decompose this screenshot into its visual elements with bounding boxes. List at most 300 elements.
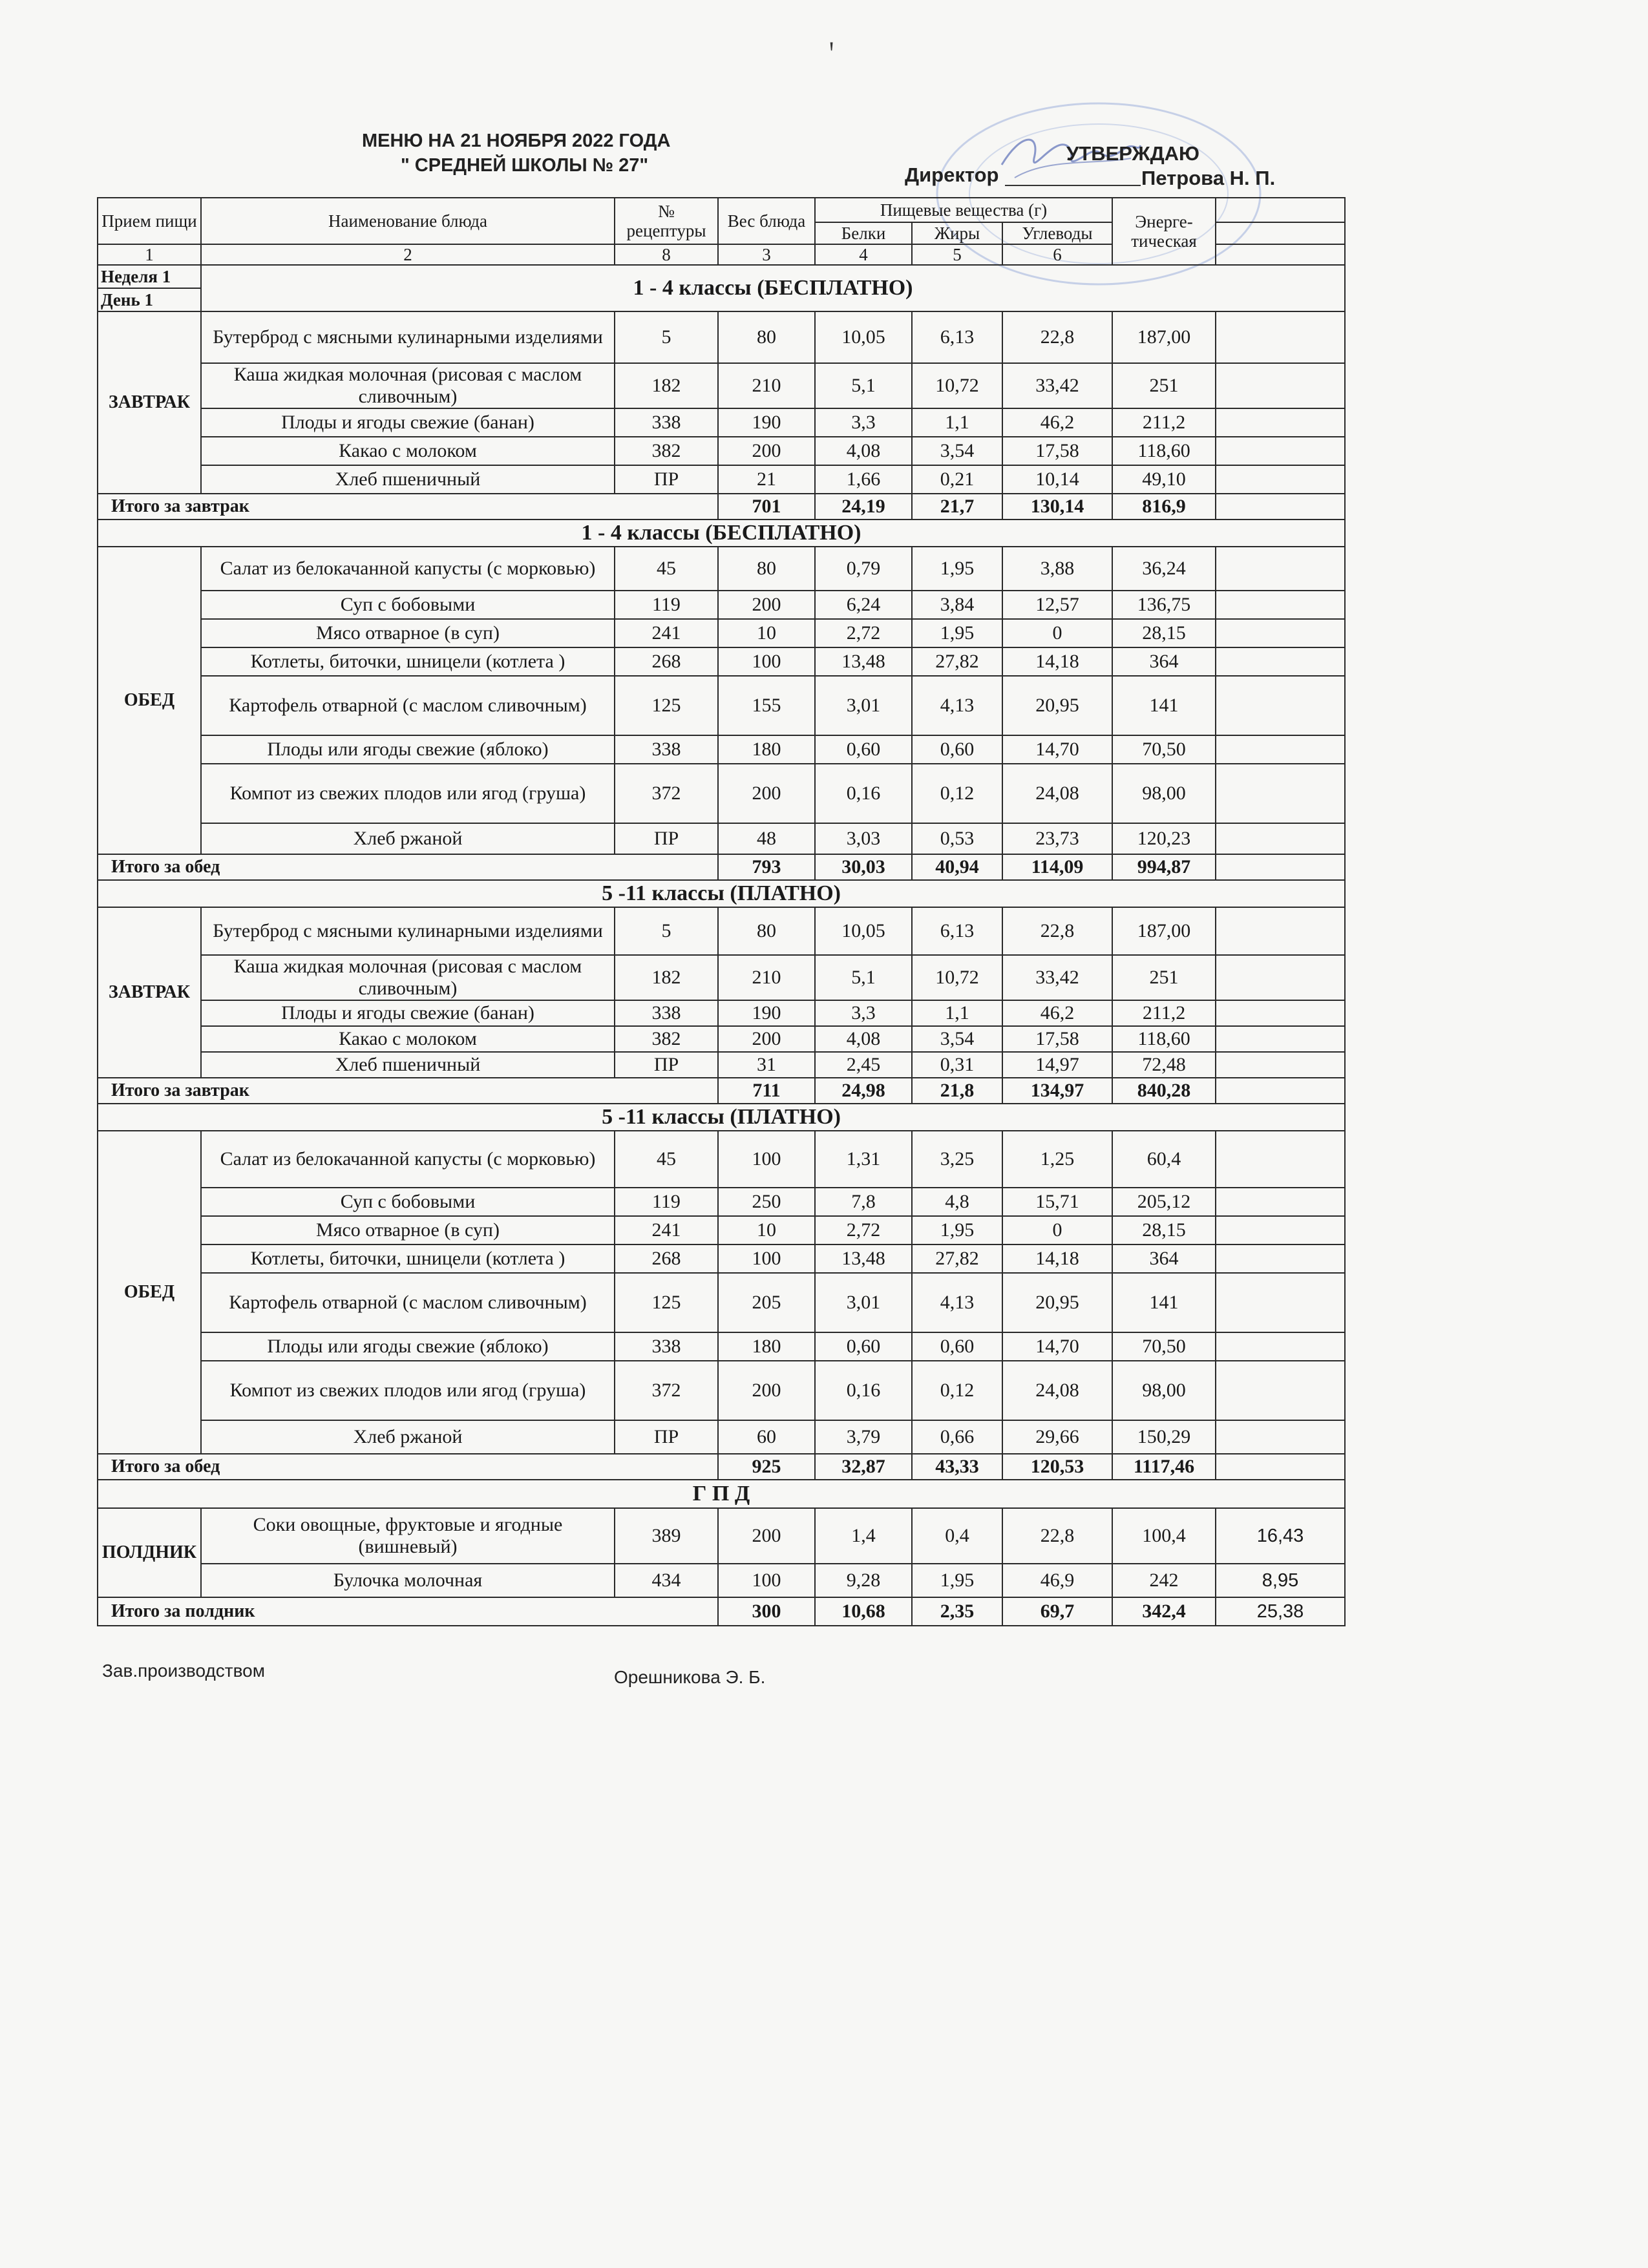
dish-weight: 210 <box>718 955 815 1000</box>
header-row <box>98 198 1345 222</box>
dish-name: Салат из белокачанной капусты (с морковью) <box>201 1131 615 1188</box>
col-carbs-header: Углеводы <box>1002 222 1112 244</box>
empty-cell <box>1216 735 1345 764</box>
protein-value: 0,79 <box>815 547 912 591</box>
fat-value: 6,13 <box>912 311 1002 363</box>
menu-item-row <box>98 547 1345 591</box>
energy-value: 118,60 <box>1112 437 1216 465</box>
col-protein-header: Белки <box>815 222 912 244</box>
menu-item-row <box>98 1361 1345 1420</box>
recipe-number: 389 <box>615 1508 718 1564</box>
total-row <box>98 854 1345 880</box>
carbs-value: 14,70 <box>1002 1332 1112 1361</box>
carbs-value: 1,25 <box>1002 1131 1112 1188</box>
empty-cell <box>1216 1026 1345 1052</box>
empty-cell <box>1216 1454 1345 1480</box>
energy-value: 28,15 <box>1112 1216 1216 1244</box>
total-carbs: 114,09 <box>1002 854 1112 880</box>
dish-weight: 200 <box>718 764 815 823</box>
empty-cell <box>1216 1273 1345 1332</box>
production-manager-label: Зав.производством <box>102 1661 265 1681</box>
total-weight: 793 <box>718 854 815 880</box>
dish-weight: 190 <box>718 408 815 437</box>
breakfast-paid-section <box>98 880 1345 907</box>
carbs-value: 10,14 <box>1002 465 1112 494</box>
menu-item-row <box>98 408 1345 437</box>
total-weight: 300 <box>718 1597 815 1626</box>
dish-name: Мясо отварное (в суп) <box>201 619 615 647</box>
total-protein: 24,19 <box>815 494 912 520</box>
protein-value: 9,28 <box>815 1564 912 1597</box>
gpd-section <box>98 1480 1345 1508</box>
dish-name: Соки овощные, фруктовые и ягодные (вишневый) <box>201 1508 615 1564</box>
recipe-number: 182 <box>615 363 718 408</box>
fat-value: 0,31 <box>912 1052 1002 1078</box>
recipe-number: 382 <box>615 437 718 465</box>
production-manager-name: Орешникова Э. Б. <box>614 1667 766 1687</box>
total-fat: 21,7 <box>912 494 1002 520</box>
empty-cell <box>1216 1078 1345 1104</box>
dish-weight: 190 <box>718 1000 815 1026</box>
empty-cell <box>1216 1188 1345 1216</box>
dish-name: Плоды или ягоды свежие (яблоко) <box>201 735 615 764</box>
fat-value: 0,66 <box>912 1420 1002 1454</box>
dish-name: Булочка молочная <box>201 1564 615 1597</box>
total-carbs: 120,53 <box>1002 1454 1112 1480</box>
meal-label: ЗАВТРАК <box>98 311 201 494</box>
menu-item-row <box>98 311 1345 363</box>
fat-value: 3,54 <box>912 437 1002 465</box>
empty-cell <box>1216 311 1345 363</box>
carbs-value: 29,66 <box>1002 1420 1112 1454</box>
energy-value: 120,23 <box>1112 823 1216 854</box>
total-fat: 40,94 <box>912 854 1002 880</box>
pen-mark: ꞌ <box>829 36 834 65</box>
empty-cell <box>1216 408 1345 437</box>
protein-value: 3,01 <box>815 676 912 735</box>
empty-cell <box>1216 244 1345 265</box>
dish-weight: 200 <box>718 1026 815 1052</box>
recipe-number: 268 <box>615 647 718 676</box>
empty-cell <box>1216 1332 1345 1361</box>
protein-value: 0,60 <box>815 735 912 764</box>
carbs-value: 14,70 <box>1002 735 1112 764</box>
protein-value: 4,08 <box>815 437 912 465</box>
energy-value: 364 <box>1112 1244 1216 1273</box>
empty-cell <box>1216 619 1345 647</box>
col-energy-header: Энерге- тическая <box>1112 198 1216 265</box>
menu-item-row <box>98 1026 1345 1052</box>
menu-item-row <box>98 465 1345 494</box>
col-number: 8 <box>615 244 718 265</box>
meal-label: ОБЕД <box>98 547 201 854</box>
energy-value: 70,50 <box>1112 1332 1216 1361</box>
dish-weight: 48 <box>718 823 815 854</box>
dish-weight: 100 <box>718 1564 815 1597</box>
total-fat: 21,8 <box>912 1078 1002 1104</box>
menu-item-row <box>98 735 1345 764</box>
total-row <box>98 1454 1345 1480</box>
dish-name: Хлеб пшеничный <box>201 465 615 494</box>
lunch-paid-section <box>98 1104 1345 1131</box>
protein-value: 1,4 <box>815 1508 912 1564</box>
energy-value: 49,10 <box>1112 465 1216 494</box>
energy-value: 251 <box>1112 955 1216 1000</box>
dish-weight: 80 <box>718 311 815 363</box>
col-number: 1 <box>98 244 201 265</box>
energy-value: 187,00 <box>1112 311 1216 363</box>
dish-name: Суп с бобовыми <box>201 591 615 619</box>
menu-item-row <box>98 1244 1345 1273</box>
section-title: 5 -11 классы (ПЛАТНО) <box>98 1104 1345 1131</box>
signature-line <box>1005 185 1141 186</box>
fat-value: 4,8 <box>912 1188 1002 1216</box>
dish-name: Суп с бобовыми <box>201 1188 615 1216</box>
dish-name: Плоды и ягоды свежие (банан) <box>201 1000 615 1026</box>
menu-item-row <box>98 591 1345 619</box>
fat-value: 1,95 <box>912 1564 1002 1597</box>
energy-value: 251 <box>1112 363 1216 408</box>
menu-item-row <box>98 955 1345 1000</box>
protein-value: 10,05 <box>815 311 912 363</box>
fat-value: 0,21 <box>912 465 1002 494</box>
energy-value: 141 <box>1112 676 1216 735</box>
dish-weight: 100 <box>718 647 815 676</box>
dish-name: Какао с молоком <box>201 1026 615 1052</box>
col-weight-header: Вес блюда <box>718 198 815 244</box>
carbs-value: 22,8 <box>1002 907 1112 955</box>
carbs-value: 46,2 <box>1002 1000 1112 1026</box>
fat-value: 3,25 <box>912 1131 1002 1188</box>
empty-cell <box>1216 1420 1345 1454</box>
recipe-number: ПР <box>615 823 718 854</box>
col-number: 6 <box>1002 244 1112 265</box>
menu-table <box>97 197 1346 1626</box>
dish-weight: 180 <box>718 1332 815 1361</box>
total-energy: 840,28 <box>1112 1078 1216 1104</box>
total-energy: 816,9 <box>1112 494 1216 520</box>
carbs-value: 20,95 <box>1002 676 1112 735</box>
recipe-number: 382 <box>615 1026 718 1052</box>
section-row <box>98 265 1345 288</box>
fat-value: 27,82 <box>912 1244 1002 1273</box>
carbs-value: 24,08 <box>1002 764 1112 823</box>
meal-label: ОБЕД <box>98 1131 201 1454</box>
carbs-value: 14,18 <box>1002 1244 1112 1273</box>
energy-value: 187,00 <box>1112 907 1216 955</box>
dish-weight: 100 <box>718 1244 815 1273</box>
recipe-number: 5 <box>615 907 718 955</box>
price-value: 8,95 <box>1216 1564 1345 1597</box>
menu-item-row <box>98 1216 1345 1244</box>
carbs-value: 22,8 <box>1002 1508 1112 1564</box>
recipe-number: 119 <box>615 1188 718 1216</box>
fat-value: 1,95 <box>912 547 1002 591</box>
empty-cell <box>1216 222 1345 244</box>
protein-value: 6,24 <box>815 591 912 619</box>
fat-value: 3,84 <box>912 591 1002 619</box>
recipe-number: 338 <box>615 408 718 437</box>
recipe-number: 338 <box>615 1000 718 1026</box>
empty-cell <box>1216 676 1345 735</box>
dish-name: Какао с молоком <box>201 437 615 465</box>
protein-value: 5,1 <box>815 363 912 408</box>
energy-value: 136,75 <box>1112 591 1216 619</box>
energy-value: 141 <box>1112 1273 1216 1332</box>
total-row <box>98 1597 1345 1626</box>
dish-weight: 80 <box>718 907 815 955</box>
carbs-value: 0 <box>1002 619 1112 647</box>
dish-name: Плоды и ягоды свежие (банан) <box>201 408 615 437</box>
recipe-number: ПР <box>615 1052 718 1078</box>
carbs-value: 15,71 <box>1002 1188 1112 1216</box>
carbs-value: 14,97 <box>1002 1052 1112 1078</box>
fat-value: 10,72 <box>912 363 1002 408</box>
recipe-number: 241 <box>615 619 718 647</box>
dish-name: Мясо отварное (в суп) <box>201 1216 615 1244</box>
protein-value: 3,03 <box>815 823 912 854</box>
empty-cell <box>1216 547 1345 591</box>
carbs-value: 0 <box>1002 1216 1112 1244</box>
energy-value: 70,50 <box>1112 735 1216 764</box>
total-fat: 43,33 <box>912 1454 1002 1480</box>
energy-value: 205,12 <box>1112 1188 1216 1216</box>
breakfast-paid-block <box>98 907 1345 1104</box>
col-number: 4 <box>815 244 912 265</box>
total-energy: 994,87 <box>1112 854 1216 880</box>
dish-name: Хлеб пшеничный <box>201 1052 615 1078</box>
recipe-number: ПР <box>615 465 718 494</box>
dish-weight: 205 <box>718 1273 815 1332</box>
protein-value: 3,01 <box>815 1273 912 1332</box>
dish-weight: 100 <box>718 1131 815 1188</box>
total-carbs: 69,7 <box>1002 1597 1112 1626</box>
fat-value: 4,13 <box>912 676 1002 735</box>
dish-weight: 21 <box>718 465 815 494</box>
empty-cell <box>1216 823 1345 854</box>
fat-value: 1,95 <box>912 619 1002 647</box>
fat-value: 1,95 <box>912 1216 1002 1244</box>
fat-value: 0,12 <box>912 1361 1002 1420</box>
protein-value: 4,08 <box>815 1026 912 1052</box>
dish-weight: 180 <box>718 735 815 764</box>
dish-name: Бутерброд с мясными кулинарными изделиями <box>201 311 615 363</box>
total-label: Итого за полдник <box>98 1597 718 1626</box>
total-carbs: 130,14 <box>1002 494 1112 520</box>
menu-item-row <box>98 1420 1345 1454</box>
dish-name: Каша жидкая молочная (рисовая с маслом сливочным) <box>201 363 615 408</box>
empty-cell <box>1216 465 1345 494</box>
dish-name: Бутерброд с мясными кулинарными изделиями <box>201 907 615 955</box>
energy-value: 72,48 <box>1112 1052 1216 1078</box>
carbs-value: 46,9 <box>1002 1564 1112 1597</box>
protein-value: 3,3 <box>815 408 912 437</box>
dish-weight: 155 <box>718 676 815 735</box>
menu-item-row <box>98 907 1345 955</box>
total-protein: 30,03 <box>815 854 912 880</box>
protein-value: 2,72 <box>815 1216 912 1244</box>
col-nutrients-header: Пищевые вещества (г) <box>815 198 1112 222</box>
dish-name: Каша жидкая молочная (рисовая с маслом сливочным) <box>201 955 615 1000</box>
snack-block <box>98 1508 1345 1626</box>
menu-item-row <box>98 619 1345 647</box>
col-meal-header: Прием пищи <box>98 198 201 244</box>
energy-value: 118,60 <box>1112 1026 1216 1052</box>
lunch-free-block <box>98 547 1345 880</box>
fat-value: 0,60 <box>912 1332 1002 1361</box>
fat-value: 0,12 <box>912 764 1002 823</box>
recipe-number: 434 <box>615 1564 718 1597</box>
recipe-number: 372 <box>615 1361 718 1420</box>
section-row <box>98 1104 1345 1131</box>
total-protein: 32,87 <box>815 1454 912 1480</box>
energy-value: 211,2 <box>1112 1000 1216 1026</box>
total-protein: 24,98 <box>815 1078 912 1104</box>
recipe-number: 338 <box>615 735 718 764</box>
dish-weight: 200 <box>718 1508 815 1564</box>
recipe-number: 338 <box>615 1332 718 1361</box>
empty-cell <box>1216 494 1345 520</box>
dish-name: Компот из свежих плодов или ягод (груша) <box>201 764 615 823</box>
menu-title: МЕНЮ НА 21 НОЯБРЯ 2022 ГОДА <box>362 131 671 151</box>
section-row <box>98 880 1345 907</box>
dish-weight: 80 <box>718 547 815 591</box>
total-row <box>98 494 1345 520</box>
col-fat-header: Жиры <box>912 222 1002 244</box>
section-title: 1 - 4 классы (БЕСПЛАТНО) <box>98 520 1345 547</box>
carbs-value: 17,58 <box>1002 437 1112 465</box>
energy-value: 242 <box>1112 1564 1216 1597</box>
protein-value: 0,16 <box>815 764 912 823</box>
carbs-value: 14,18 <box>1002 647 1112 676</box>
fat-value: 0,53 <box>912 823 1002 854</box>
dish-name: Хлеб ржаной <box>201 1420 615 1454</box>
protein-value: 10,05 <box>815 907 912 955</box>
energy-value: 100,4 <box>1112 1508 1216 1564</box>
section-title: Г П Д <box>98 1480 1345 1508</box>
protein-value: 1,66 <box>815 465 912 494</box>
dish-name: Картофель отварной (с маслом сливочным) <box>201 676 615 735</box>
energy-value: 28,15 <box>1112 619 1216 647</box>
total-label: Итого за завтрак <box>98 494 718 520</box>
fat-value: 0,4 <box>912 1508 1002 1564</box>
meal-label: ЗАВТРАК <box>98 907 201 1078</box>
carbs-value: 24,08 <box>1002 1361 1112 1420</box>
dish-name: Плоды или ягоды свежие (яблоко) <box>201 1332 615 1361</box>
energy-value: 211,2 <box>1112 408 1216 437</box>
dish-name: Котлеты, биточки, шницели (котлета ) <box>201 1244 615 1273</box>
menu-item-row <box>98 764 1345 823</box>
fat-value: 1,1 <box>912 408 1002 437</box>
recipe-number: 182 <box>615 955 718 1000</box>
dish-weight: 200 <box>718 591 815 619</box>
col-number: 2 <box>201 244 615 265</box>
fat-value: 0,60 <box>912 735 1002 764</box>
menu-item-row <box>98 1564 1345 1597</box>
director-label: Директор <box>905 163 999 186</box>
school-name: " СРЕДНЕЙ ШКОЛЫ № 27" <box>401 155 649 176</box>
dish-name: Хлеб ржаной <box>201 823 615 854</box>
total-price: 25,38 <box>1216 1597 1345 1626</box>
energy-value: 98,00 <box>1112 1361 1216 1420</box>
empty-cell <box>1216 1052 1345 1078</box>
recipe-number: 125 <box>615 1273 718 1332</box>
recipe-number: 241 <box>615 1216 718 1244</box>
dish-name: Компот из свежих плодов или ягод (груша) <box>201 1361 615 1420</box>
recipe-number: 125 <box>615 676 718 735</box>
dish-weight: 250 <box>718 1188 815 1216</box>
section-row <box>98 1480 1345 1508</box>
dish-weight: 60 <box>718 1420 815 1454</box>
col-dish-header: Наименование блюда <box>201 198 615 244</box>
total-energy: 342,4 <box>1112 1597 1216 1626</box>
menu-item-row <box>98 1052 1345 1078</box>
carbs-value: 12,57 <box>1002 591 1112 619</box>
section-title: 1 - 4 классы (БЕСПЛАТНО) <box>201 265 1345 311</box>
menu-item-row <box>98 1000 1345 1026</box>
fat-value: 6,13 <box>912 907 1002 955</box>
empty-cell <box>1216 363 1345 408</box>
carbs-value: 3,88 <box>1002 547 1112 591</box>
lunch-free-section <box>98 520 1345 547</box>
total-fat: 2,35 <box>912 1597 1002 1626</box>
energy-value: 150,29 <box>1112 1420 1216 1454</box>
protein-value: 0,16 <box>815 1361 912 1420</box>
carbs-value: 33,42 <box>1002 363 1112 408</box>
empty-cell <box>1216 907 1345 955</box>
menu-item-row <box>98 1131 1345 1188</box>
empty-cell <box>1216 854 1345 880</box>
approval-label: УТВЕРЖДАЮ <box>1066 142 1200 165</box>
menu-item-row <box>98 1188 1345 1216</box>
carbs-value: 33,42 <box>1002 955 1112 1000</box>
total-row <box>98 1078 1345 1104</box>
empty-cell <box>1216 1216 1345 1244</box>
dish-weight: 31 <box>718 1052 815 1078</box>
protein-value: 7,8 <box>815 1188 912 1216</box>
recipe-number: 45 <box>615 1131 718 1188</box>
price-value: 16,43 <box>1216 1508 1345 1564</box>
empty-cell <box>1216 1244 1345 1273</box>
dish-weight: 210 <box>718 363 815 408</box>
empty-cell <box>1216 647 1345 676</box>
menu-item-row <box>98 437 1345 465</box>
empty-cell <box>1216 1131 1345 1188</box>
total-label: Итого за завтрак <box>98 1078 718 1104</box>
menu-item-row <box>98 676 1345 735</box>
col-number: 5 <box>912 244 1002 265</box>
empty-cell <box>1216 198 1345 222</box>
section-row <box>98 520 1345 547</box>
fat-value: 4,13 <box>912 1273 1002 1332</box>
recipe-number: ПР <box>615 1420 718 1454</box>
day-label: День 1 <box>98 288 201 311</box>
col-recipe-header: № рецептуры <box>615 198 718 244</box>
fat-value: 27,82 <box>912 647 1002 676</box>
fat-value: 3,54 <box>912 1026 1002 1052</box>
week-label: Неделя 1 <box>98 265 201 288</box>
dish-weight: 10 <box>718 619 815 647</box>
energy-value: 98,00 <box>1112 764 1216 823</box>
total-label: Итого за обед <box>98 1454 718 1480</box>
energy-value: 36,24 <box>1112 547 1216 591</box>
recipe-number: 5 <box>615 311 718 363</box>
dish-name: Салат из белокачанной капусты (с морковью) <box>201 547 615 591</box>
empty-cell <box>1216 764 1345 823</box>
col-number: 3 <box>718 244 815 265</box>
dish-weight: 10 <box>718 1216 815 1244</box>
fat-value: 1,1 <box>912 1000 1002 1026</box>
